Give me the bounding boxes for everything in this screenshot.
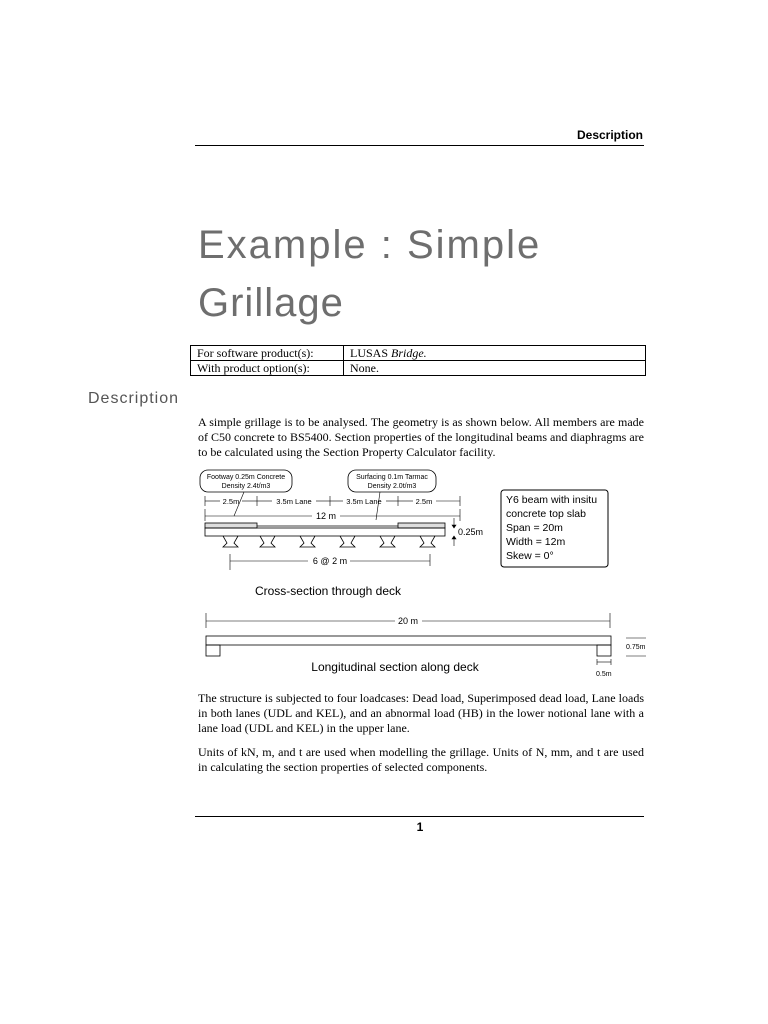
product-value: LUSAS Bridge. [344, 346, 646, 361]
dim-diaphragm-depth: 0.75m [626, 644, 646, 651]
dim-footway-right: 2.5m [415, 497, 433, 506]
dim-beam-spacing: 6 @ 2 m [312, 556, 348, 566]
units-paragraph: Units of kN, m, and t are used when modelling the grillage. Units of N, mm, and t are used in calculating the section properties of selected components. [198, 745, 644, 775]
depth-dim [452, 518, 456, 546]
product-label: For software product(s): [191, 346, 344, 361]
page-number: 1 [416, 820, 424, 834]
beam-units [223, 536, 435, 547]
surfacing-note-line2: Density 2.0t/m3 [367, 483, 417, 490]
dim-depth: 0.25m [458, 527, 484, 537]
info-line-3: Span = 20m [506, 522, 563, 534]
page-title-line2: Grillage [198, 281, 344, 325]
info-line-5: Skew = 0° [506, 550, 554, 562]
surfacing-note-line1: Surfacing 0.1m Tarmac [356, 474, 428, 481]
diaphragm-width-dim [597, 659, 611, 665]
option-value: None. [344, 361, 646, 376]
footway-note [200, 470, 292, 516]
deck-figure [190, 460, 660, 685]
longitudinal-section [206, 636, 611, 656]
intro-paragraph: A simple grillage is to be analysed. The geometry is as shown below. All members are made of C50 concrete to BS5400. Section properties of the longitudinal beams and diaphragms are to be calculated using the Section Property Calculator facility. [198, 415, 644, 460]
loadcases-paragraph: The structure is subjected to four loadcases: Dead load, Superimposed dead load, Lane loads in both lanes (UDL and KEL), and an abnormal load (HB) in the lower notional lane with a lane load (UDL and KEL) in the upper lane. [198, 691, 644, 736]
info-box [501, 490, 608, 567]
dim-footway-left: 2.5m [222, 497, 240, 506]
info-line-4: Width = 12m [506, 536, 566, 548]
page-title-line1: Example : Simple [198, 223, 542, 267]
product-table [190, 345, 646, 376]
info-line-2: concrete top slab [506, 508, 586, 520]
footway-note-line1: Footway 0.25m Concrete [206, 474, 286, 481]
dim-deck-width: 12 m [315, 511, 337, 521]
caption-cross-section: Cross-section through deck [254, 584, 402, 598]
dim-span: 20 m [397, 616, 419, 626]
option-label: With product option(s): [191, 361, 344, 376]
section-heading: Description [88, 390, 180, 407]
dim-lane-right: 3.5m Lane [346, 497, 382, 506]
footer-rule [195, 816, 644, 817]
footway-note-line2: Density 2.4t/m3 [221, 483, 271, 490]
caption-longitudinal: Longitudinal section along deck [311, 660, 479, 674]
running-header: Description [576, 128, 643, 142]
header-rule [195, 145, 644, 146]
deck-cross-section [205, 523, 445, 536]
surfacing-note [348, 470, 436, 520]
table-row [191, 361, 646, 376]
table-row [191, 346, 646, 361]
info-line-1: Y6 beam with insitu [506, 494, 598, 506]
dim-lane-left: 3.5m Lane [276, 497, 312, 506]
dim-diaphragm-width: 0.5m [596, 671, 612, 678]
